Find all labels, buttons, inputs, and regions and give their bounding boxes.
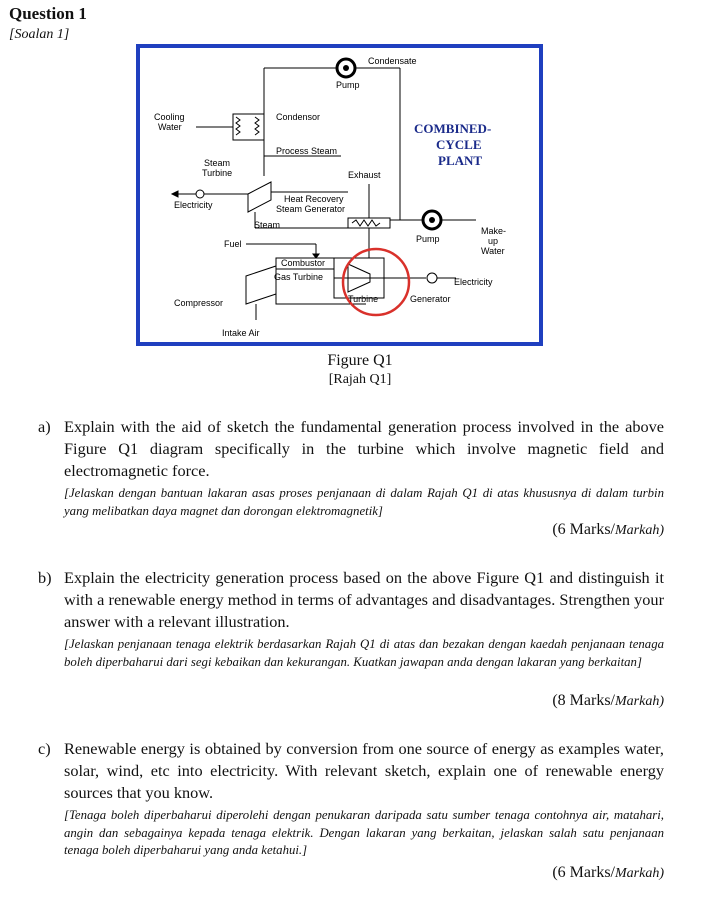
label-combustor: Combustor: [281, 258, 326, 268]
combined-cycle-diagram: [136, 44, 543, 346]
label-turbine: Turbine: [348, 294, 379, 304]
label-condensor: Condensor: [276, 112, 321, 122]
label-condensate: Condensate: [368, 56, 417, 66]
question-text-malay: [Jelaskan dengan bantuan lakaran asas proses penjanaan di dalam Rajah Q1 di atas khususnya di dalam turbin yang melibatkan daya magnet dan dorongan elektromagnetik]: [64, 486, 664, 518]
label-steam: Steam: [254, 220, 281, 230]
svg-text:up: up: [488, 236, 499, 246]
diagram-title-line1: COMBINED-: [414, 121, 492, 136]
question-text-malay: [Jelaskan penjanaan tenaga elektrik berdasarkan Rajah Q1 di atas dan bezakan dengan kaedah penjanaan tenaga boleh diperbaharui dari segi kebaikan dan kekurangan. Kuatkan jawapan anda dengan lakaran yang berkaitan]: [64, 637, 664, 669]
diagram-title-line3: PLANT: [438, 153, 483, 168]
question-text-malay: [Tenaga boleh diperbaharui diperolehi dengan penukaran daripada satu sumber tenaga contohnya air, matahari, angin dan sebagainya kepada tenaga elektrik. Dengan lakaran yang berkaitan, jelaskan salah satu penjanaan tenaga boleh diperbaharui yang anda ketahui.]: [64, 808, 664, 857]
question-letter: b): [38, 568, 52, 587]
marks-a: (6 Marks/Markah): [552, 521, 664, 538]
figure-caption-malay: [Rajah Q1]: [328, 372, 392, 387]
label-steam-turbine: Steam: [204, 158, 231, 168]
svg-text:Water: Water: [481, 246, 505, 256]
label-makeup-water: Make-: [481, 226, 507, 236]
question-letter: c): [38, 739, 51, 758]
figure-caption: Figure Q1: [327, 352, 393, 369]
label-gas-turbine: Gas Turbine: [274, 272, 324, 282]
label-intake-air: Intake Air: [222, 328, 260, 338]
label-process-steam: Process Steam: [276, 146, 338, 156]
svg-text:Steam Generator: Steam Generator: [276, 204, 346, 214]
question-text: Renewable energy is obtained by conversion from one source of energy as examples water, solar, wind, etc into electricity. With relevant sketch, explain one of renewable energy sources that you know.: [64, 739, 664, 802]
question-title-malay: [Soalan 1]: [9, 27, 70, 42]
label-fuel: Fuel: [224, 239, 242, 249]
label-hrsg: Heat Recovery: [284, 194, 344, 204]
question-letter: a): [38, 417, 51, 436]
label-electricity-left: Electricity: [174, 200, 213, 210]
question-a: [38, 416, 664, 520]
question-title: Question 1: [9, 4, 87, 23]
question-c: [38, 738, 664, 860]
label-generator: Generator: [410, 294, 451, 304]
question-b: [38, 567, 664, 671]
svg-text:Water: Water: [158, 122, 182, 132]
label-cooling-water: Cooling: [154, 112, 185, 122]
label-pump-right: Pump: [416, 234, 440, 244]
marks-c: (6 Marks/Markah): [552, 864, 664, 881]
label-compressor: Compressor: [174, 298, 224, 308]
label-pump-top: Pump: [336, 80, 360, 90]
svg-text:Turbine: Turbine: [202, 168, 233, 178]
label-exhaust: Exhaust: [348, 170, 381, 180]
label-electricity-right: Electricity: [454, 277, 493, 287]
marks-b: (8 Marks/Markah): [552, 692, 664, 709]
diagram-title-line2: CYCLE: [436, 137, 482, 152]
question-text: Explain with the aid of sketch the fundamental generation process involved in the above Figure Q1 diagram specifically in the turbine which involve magnetic field and electromagnetic force.: [64, 417, 664, 480]
question-text: Explain the electricity generation process based on the above Figure Q1 and distinguish it with a renewable energy method in terms of advantages and disadvantages. Strengthen your answer with a relevant illustration.: [64, 568, 664, 631]
